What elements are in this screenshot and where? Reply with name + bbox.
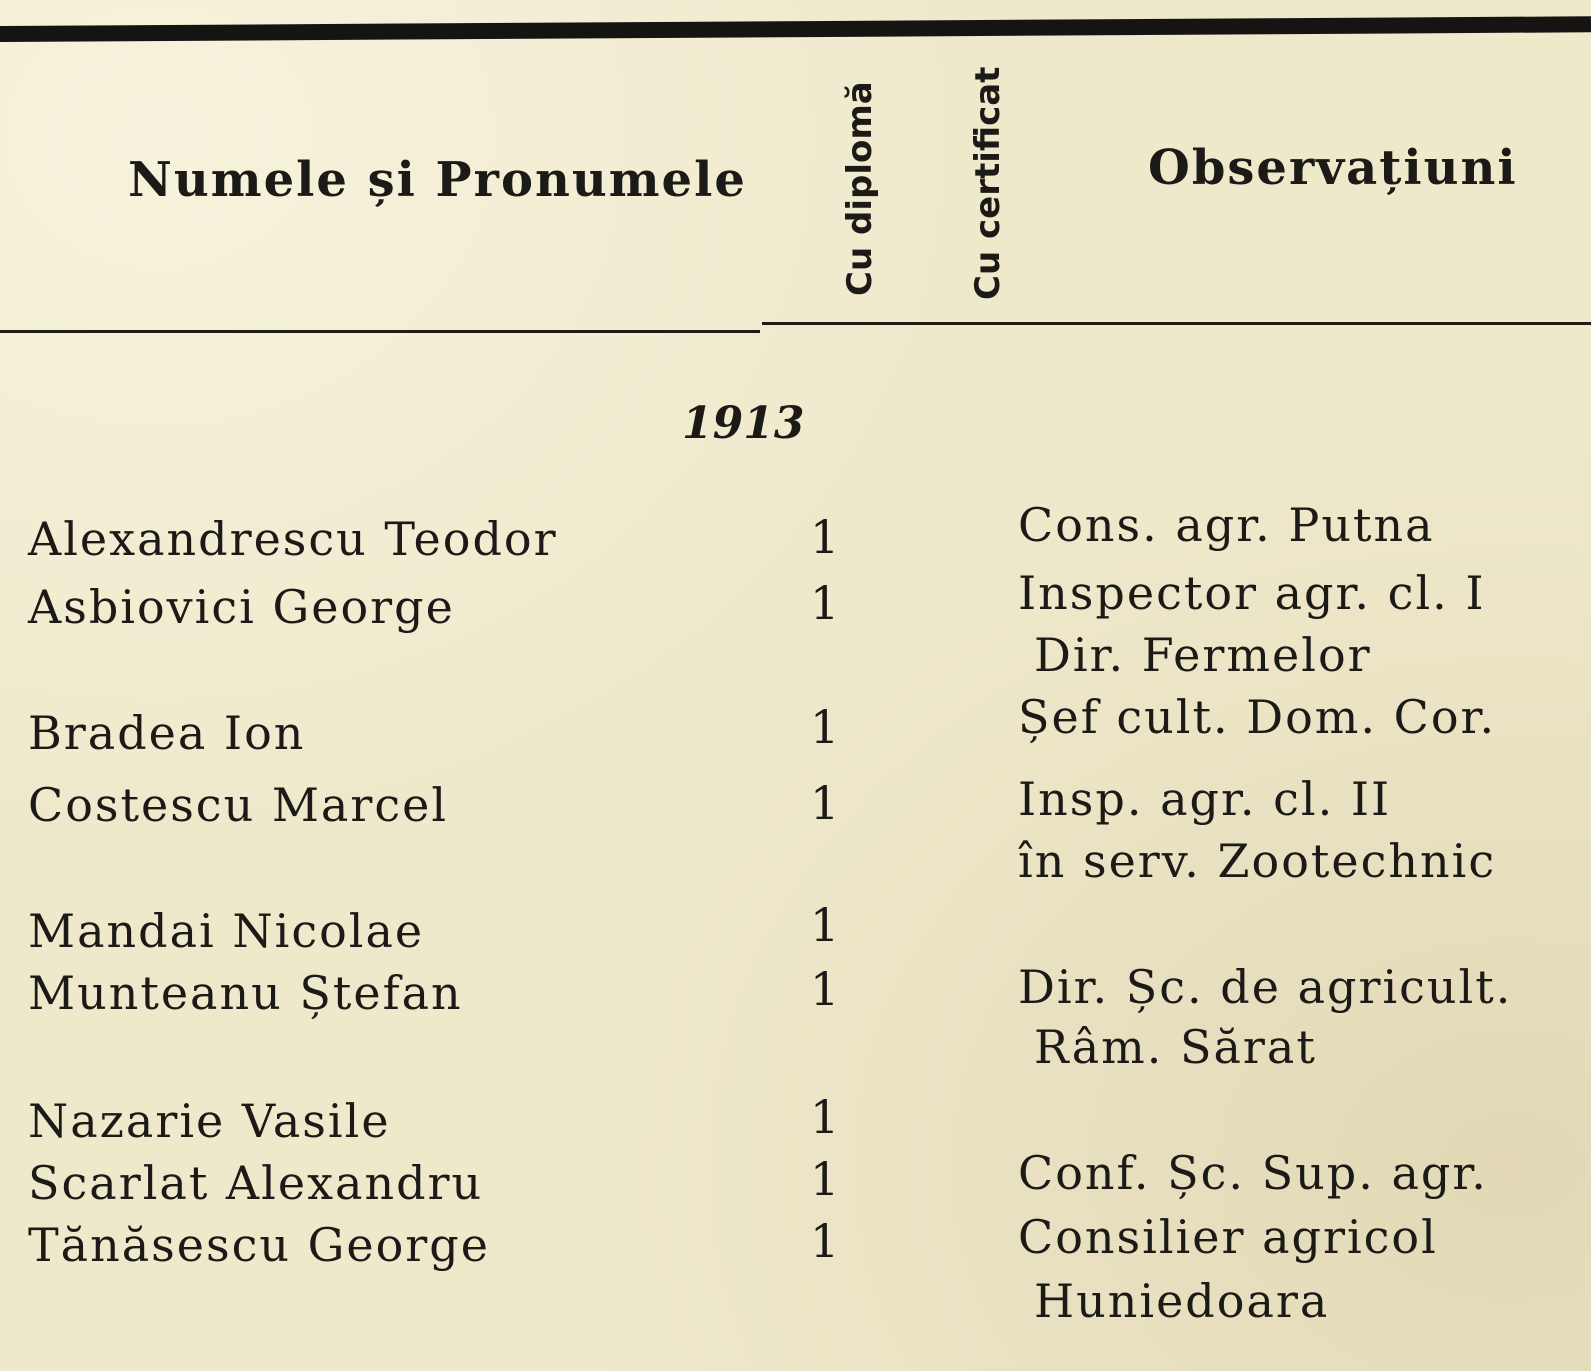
row-count: 1 <box>810 1090 842 1144</box>
row-name: Tănăsescu George <box>28 1218 490 1272</box>
row-count: 1 <box>810 510 842 564</box>
section-year: 1913 <box>682 398 805 449</box>
row-observation: Cons. agr. Putna <box>1018 498 1435 552</box>
row-name: Munteanu Ștefan <box>28 966 463 1020</box>
row-count: 1 <box>810 576 842 630</box>
row-observation: Conf. Șc. Sup. agr. <box>1018 1146 1488 1200</box>
header-observations: Observațiuni <box>1148 140 1518 196</box>
row-observation: Inspector agr. cl. I <box>1018 566 1486 620</box>
row-count: 1 <box>810 700 842 754</box>
row-observation: Insp. agr. cl. II <box>1018 772 1392 826</box>
row-observation: Consilier agricol <box>1018 1210 1438 1264</box>
row-observation: în serv. Zootechnic <box>1018 834 1497 888</box>
row-observation: Huniedoara <box>1034 1274 1330 1328</box>
row-count: 1 <box>810 776 842 830</box>
row-count: 1 <box>810 898 842 952</box>
row-count: 1 <box>810 1152 842 1206</box>
row-name: Alexandrescu Teodor <box>28 512 558 566</box>
row-name: Costescu Marcel <box>28 778 449 832</box>
header-rule-right <box>762 322 1591 325</box>
row-name: Asbiovici George <box>28 580 455 634</box>
top-rule <box>0 16 1591 42</box>
row-count: 1 <box>810 962 842 1016</box>
header-rule-left <box>0 330 760 333</box>
row-name: Nazarie Vasile <box>28 1094 391 1148</box>
row-observation: Dir. Șc. de agricult. <box>1018 960 1513 1014</box>
header-certificate: Cu certificat <box>968 66 1008 300</box>
row-name: Bradea Ion <box>28 706 306 760</box>
row-observation: Șef cult. Dom. Cor. <box>1018 690 1497 744</box>
row-name: Mandai Nicolae <box>28 904 425 958</box>
row-count: 1 <box>810 1214 842 1268</box>
row-observation: Râm. Sărat <box>1034 1020 1317 1074</box>
row-name: Scarlat Alexandru <box>28 1156 484 1210</box>
header-diploma: Cu diplomă <box>840 81 880 296</box>
header-names: Numele și Pronumele <box>128 152 747 208</box>
row-observation: Dir. Fermelor <box>1034 628 1372 682</box>
